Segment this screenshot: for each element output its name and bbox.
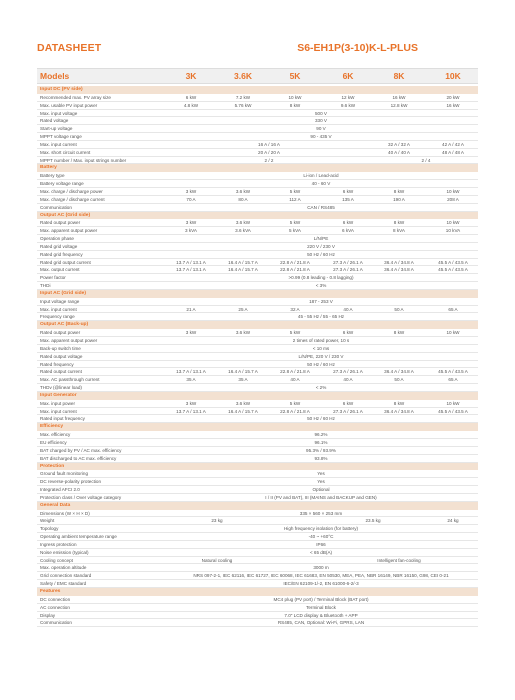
- param-label: Max. AC passthrough current: [40, 377, 100, 383]
- spec-value: RS485, CAN, Optional: Wi-Fi, GPRS, LAN: [277, 620, 365, 626]
- spec-value: 9.6 kW: [340, 102, 356, 108]
- spec-value: 135 A: [342, 196, 354, 202]
- spec-row: [37, 525, 478, 533]
- spec-value: < 10 ms: [312, 345, 330, 351]
- section-header: [37, 290, 478, 298]
- param-label: Rated grid voltage: [40, 243, 78, 249]
- spec-value: 16 A / 16 A: [258, 141, 280, 147]
- spec-row: [37, 447, 478, 455]
- spec-value: 3.6 kW: [235, 400, 251, 406]
- param-label: Max. input current: [40, 141, 77, 147]
- section-title: General Data: [40, 502, 71, 508]
- spec-value: 93.8%: [314, 455, 328, 461]
- spec-row: [37, 219, 478, 227]
- spec-value: 330 V: [314, 118, 328, 124]
- spec-value: -40 ~ +60°C: [308, 534, 334, 540]
- spec-value: 16.4 A / 15.7 A: [228, 369, 258, 375]
- spec-value: 187 - 253 V: [309, 298, 333, 304]
- spec-value: 12 kW: [341, 94, 355, 100]
- spec-value: Intelligent fan-cooling: [377, 557, 421, 563]
- param-label: Grid connection standard: [40, 573, 92, 579]
- spec-value: 8 kW: [393, 220, 405, 226]
- param-label: Safety / EMC standard: [40, 581, 87, 587]
- spec-row: [37, 596, 478, 604]
- spec-value: 8 kVA: [393, 228, 405, 234]
- param-label: Weight: [40, 518, 55, 524]
- spec-value: 13.7 A / 13.1 A: [176, 408, 206, 414]
- spec-value: 8 kW: [393, 400, 405, 406]
- model-series-title: S6-EH1P(3-10)K-L-PLUS: [297, 42, 418, 54]
- spec-row: [37, 439, 478, 447]
- spec-value: 3 kW: [185, 220, 197, 226]
- spec-value: 90 V: [316, 126, 326, 132]
- spec-value: 13.7 A / 13.1 A: [176, 267, 206, 273]
- param-label: Ground fault monitoring: [40, 471, 89, 477]
- spec-value: 3.6 kW: [235, 330, 251, 336]
- spec-value: NRS 097-2-1, IEC 62116, IEC 61727, IEC 60068, IEC 61683, EN 50530, MEA, PEA, NBR 16149, NBR 16150, G98, CEI 0-21: [193, 573, 449, 579]
- spec-value: 208 A: [447, 196, 459, 202]
- spec-value: >0.99 (0.8 leading - 0.8 lagging): [288, 275, 354, 281]
- model-6k: 6K: [342, 71, 354, 81]
- spec-value: Optional: [312, 487, 330, 493]
- param-label: Rated output power: [40, 220, 81, 226]
- spec-row: [37, 494, 478, 502]
- spec-row: [37, 384, 478, 392]
- spec-value: 6 kW: [342, 220, 354, 226]
- param-label: Max. input current: [40, 408, 77, 414]
- spec-value: 4.8 kW: [183, 102, 199, 108]
- param-label: DC connection: [40, 596, 71, 602]
- spec-row: [37, 557, 478, 565]
- models-label: Models: [40, 71, 70, 81]
- spec-row: [37, 235, 478, 243]
- spec-value: 112 A: [289, 196, 301, 202]
- spec-value: 40 - 60 V: [311, 181, 331, 187]
- spec-value: 2 / 2: [264, 157, 274, 163]
- spec-value: Yes: [317, 471, 325, 477]
- spec-row: [37, 510, 478, 518]
- param-label: MPPT number / Max. input strings number: [40, 157, 127, 163]
- spec-row: [37, 470, 478, 478]
- param-label: Noise emission (typical): [40, 549, 89, 555]
- param-label: Operating ambient temperature range: [40, 534, 117, 540]
- spec-row: [37, 251, 478, 259]
- spec-value: 10 kW: [446, 188, 460, 194]
- section-title: Output AC (Grid side): [40, 212, 91, 218]
- spec-row: [37, 94, 478, 102]
- spec-value: < 2%: [315, 385, 327, 391]
- param-label: Max. charge / discharge current: [40, 196, 105, 202]
- spec-row: [37, 619, 478, 627]
- spec-row: [37, 533, 478, 541]
- spec-value: 20 kW: [446, 94, 460, 100]
- param-label: BAT discharged to AC max. efficiency: [40, 455, 117, 461]
- param-label: Frequency range: [40, 314, 75, 320]
- param-label: Rated voltage: [40, 118, 69, 124]
- param-label: Cooling concept: [40, 557, 73, 563]
- spec-value: 65 A: [448, 377, 458, 383]
- spec-value: 10 kW: [446, 330, 460, 336]
- spec-row: [37, 196, 478, 204]
- spec-value: 2 times of rated power, 10 s: [292, 338, 350, 343]
- spec-value: 8 kW: [393, 188, 405, 194]
- spec-value: 50 A: [394, 377, 404, 383]
- param-label: Operation phase: [40, 236, 74, 242]
- spec-value: Natural cooling: [201, 557, 233, 563]
- spec-value: 190 A: [393, 196, 405, 202]
- section-header: [37, 588, 478, 596]
- section-header: [37, 502, 478, 510]
- spec-row: [37, 361, 478, 369]
- spec-value: 10 kW: [446, 220, 460, 226]
- spec-value: 3 kW: [185, 188, 197, 194]
- spec-value: 13.7 A / 13.1 A: [176, 259, 206, 265]
- spec-row: [37, 431, 478, 439]
- section-title: Features: [40, 589, 61, 594]
- param-label: Power factor: [40, 275, 66, 281]
- spec-value: 3000 m: [313, 565, 329, 571]
- spec-row: [37, 125, 478, 133]
- param-label: THDi: [40, 283, 51, 289]
- spec-row: [37, 564, 478, 572]
- spec-value: 5 kW: [289, 220, 301, 226]
- spec-value: 45.5 A / 43.5 A: [438, 369, 468, 375]
- spec-row: [37, 517, 478, 525]
- spec-value: 22.8 A / 21.8 A: [280, 267, 310, 273]
- spec-value: 25 A: [238, 306, 248, 312]
- spec-value: 3.6 kW: [235, 220, 251, 226]
- param-label: Max. efficiency: [40, 432, 71, 438]
- spec-row: [37, 157, 478, 165]
- param-label: Max. charge / discharge power: [40, 188, 103, 194]
- param-label: Rated grid output current: [40, 259, 91, 265]
- spec-value: 22.8 A / 21.8 A: [280, 408, 310, 414]
- spec-value: I / II (PV and BAT), III (MAINS and BACKUP and GEN): [265, 494, 377, 500]
- spec-value: 45.5 A / 43.5 A: [438, 259, 468, 265]
- spec-value: 5.76 kW: [234, 102, 252, 108]
- section-title: Battery: [40, 165, 57, 171]
- spec-value: 42 A / 42 A: [442, 141, 464, 147]
- param-label: Rated output current: [40, 369, 82, 375]
- spec-value: 5 kW: [289, 330, 301, 336]
- section-header: [37, 212, 478, 220]
- datasheet-label: DATASHEET: [37, 42, 102, 54]
- param-label: Input voltage range: [40, 298, 80, 304]
- spec-value: High frequency isolation (for battery): [283, 526, 359, 532]
- spec-value: 10 kW: [446, 400, 460, 406]
- spec-value: < 3%: [315, 283, 327, 289]
- param-label: Rated output power: [40, 330, 81, 336]
- spec-value: 90 - 435 V: [310, 134, 332, 140]
- section-title: Input DC (PV side): [40, 87, 83, 92]
- spec-value: 16.4 A / 15.7 A: [228, 408, 258, 414]
- spec-value: 27.3 A / 26.1 A: [333, 267, 363, 273]
- spec-row: [37, 368, 478, 376]
- section-header: [37, 463, 478, 471]
- spec-row: [37, 604, 478, 612]
- spec-value: Li-ion / Lead-acid: [303, 173, 339, 179]
- spec-value: MC4 plug (PV port) / Terminal Block (BAT port): [273, 596, 369, 602]
- spec-value: 50 Hz / 60 Hz: [307, 251, 335, 257]
- section-header: [37, 321, 478, 329]
- spec-value: L/N/PE: [313, 236, 329, 242]
- spec-value: 20 A / 20 A: [258, 149, 280, 155]
- spec-value: 36.4 A / 34.8 A: [384, 369, 414, 375]
- spec-row: [37, 180, 478, 188]
- param-label: Start-up voltage: [40, 126, 73, 132]
- spec-value: 6 kVA: [342, 228, 354, 234]
- spec-value: 6 kW: [185, 94, 197, 100]
- spec-row: [37, 141, 478, 149]
- param-label: Max. input power: [40, 400, 75, 406]
- spec-row: [37, 243, 478, 251]
- spec-value: 32 A: [290, 306, 300, 312]
- spec-value: 21 A: [186, 306, 196, 312]
- spec-row: [37, 133, 478, 141]
- spec-row: [37, 172, 478, 180]
- spec-row: [37, 298, 478, 306]
- spec-value: 32 A / 32 A: [388, 141, 410, 147]
- param-label: Communication: [40, 204, 72, 210]
- spec-value: 500 V: [314, 110, 328, 116]
- param-label: Max. output current: [40, 267, 80, 273]
- spec-row: [37, 274, 478, 282]
- spec-row: [37, 612, 478, 620]
- spec-value: 5 kVA: [289, 228, 301, 234]
- param-label: Max. usable PV input power: [40, 102, 98, 108]
- param-label: EU efficiency: [40, 439, 67, 445]
- section-title: Input Generator: [40, 392, 77, 398]
- spec-value: 7.0" LCD display & Bluetooth + APP: [284, 612, 358, 618]
- param-label: Protection class / Over voltage category: [40, 494, 122, 500]
- spec-row: [37, 353, 478, 361]
- spec-row: [37, 486, 478, 494]
- spec-row: [37, 376, 478, 384]
- spec-value: 45 - 55 Hz / 55 - 65 Hz: [297, 314, 345, 320]
- spec-value: IEC/EN 62109-1/-2, EN 61000-6-2/-3: [283, 581, 359, 587]
- spec-row: [37, 227, 478, 235]
- model-10k: 10K: [445, 71, 461, 81]
- spec-value: 36.4 A / 34.8 A: [384, 267, 414, 273]
- spec-value: 3.6 kVA: [235, 228, 251, 234]
- spec-value: 40 A: [343, 306, 353, 312]
- param-label: Max. operation altitude: [40, 565, 87, 571]
- spec-value: 35 A: [186, 377, 196, 383]
- param-label: Battery voltage range: [40, 181, 84, 187]
- spec-value: Yes: [317, 479, 325, 485]
- spec-value: 6 kW: [342, 330, 354, 336]
- param-label: Max. apparent output power: [40, 228, 98, 234]
- spec-row: [37, 455, 478, 463]
- spec-row: [37, 572, 478, 580]
- param-label: Integrated AFCI 2.0: [40, 487, 80, 493]
- spec-row: [37, 478, 478, 486]
- spec-value: 27.3 A / 26.1 A: [333, 259, 363, 265]
- section-header: [37, 164, 478, 172]
- param-label: Max. input voltage: [40, 110, 78, 116]
- param-label: DC reverse-polarity protection: [40, 479, 102, 485]
- spec-value: 23.5 kg: [365, 518, 381, 524]
- spec-value: 40 A: [290, 377, 300, 383]
- spec-value: 10 kVA: [445, 228, 461, 234]
- spec-value: 8 kW: [393, 330, 405, 336]
- spec-row: [37, 408, 478, 416]
- param-label: Battery type: [40, 173, 65, 179]
- param-label: Max. short circuit current: [40, 149, 91, 155]
- spec-value: 80 A: [238, 196, 248, 202]
- model-8k: 8K: [393, 71, 405, 81]
- section-title: Input AC (Grid side): [40, 290, 87, 296]
- spec-value: 50 Hz / 60 Hz: [307, 361, 335, 367]
- param-label: THDv (@linear load): [40, 385, 82, 391]
- spec-value: 5 kW: [289, 400, 301, 406]
- param-label: Rated output voltage: [40, 353, 83, 359]
- spec-value: 16.4 A / 15.7 A: [228, 259, 258, 265]
- models-header-row: [37, 68, 478, 84]
- spec-value: 2 / 4: [421, 157, 431, 163]
- spec-value: 335 × 560 × 253 mm: [299, 510, 343, 516]
- spec-value: 8 kW: [289, 102, 301, 108]
- model-5k: 5K: [289, 71, 301, 81]
- spec-row: [37, 110, 478, 118]
- spec-row: [37, 400, 478, 408]
- section-title: Output AC (Back-up): [40, 322, 89, 328]
- param-label: AC connection: [40, 604, 70, 610]
- section-title: Protection: [40, 463, 65, 469]
- spec-value: Terminal Block: [306, 604, 336, 610]
- spec-row: [37, 541, 478, 549]
- spec-value: 48 A / 48 A: [442, 149, 464, 155]
- spec-row: [37, 345, 478, 353]
- param-label: BAT charged by PV / AC max. efficiency: [40, 447, 122, 453]
- spec-value: 40 A: [343, 377, 353, 383]
- spec-value: 22.8 A / 21.8 A: [280, 259, 310, 265]
- spec-value: 96.1%: [314, 439, 328, 445]
- spec-row: [37, 306, 478, 314]
- spec-value: 96.2%: [314, 432, 328, 438]
- spec-value: IP66: [316, 541, 326, 547]
- section-title: Efficiency: [40, 424, 64, 430]
- spec-row: [37, 204, 478, 212]
- spec-value: 3 kW: [185, 330, 197, 336]
- spec-row: [37, 188, 478, 196]
- datasheet-header: [37, 42, 478, 56]
- spec-value: 13.7 A / 13.1 A: [176, 369, 206, 375]
- param-label: Recommended max. PV array size: [40, 94, 111, 100]
- spec-value: 3 kW: [185, 400, 197, 406]
- spec-row: [37, 117, 478, 125]
- spec-value: 36.4 A / 34.8 A: [384, 408, 414, 414]
- spec-value: 22.8 A / 21.8 A: [280, 369, 310, 375]
- spec-value: 45.5 A / 43.5 A: [438, 408, 468, 414]
- spec-value: 95.3% / 93.9%: [306, 447, 336, 453]
- model-3k: 3K: [185, 71, 197, 81]
- spec-value: 65 A: [448, 306, 458, 312]
- param-label: Max. apparent output power: [40, 338, 98, 343]
- param-label: Communication: [40, 620, 72, 626]
- spec-value: 5 kW: [289, 188, 301, 194]
- spec-value: 27.3 A / 26.1 A: [333, 408, 363, 414]
- spec-row: [37, 549, 478, 557]
- spec-value: CAN / RS485: [307, 204, 335, 210]
- spec-row: [37, 337, 478, 345]
- spec-row: [37, 259, 478, 267]
- param-label: Rated grid frequency: [40, 251, 83, 257]
- spec-value: 40 A / 40 A: [388, 149, 410, 155]
- spec-row: [37, 149, 478, 157]
- spec-value: 45.5 A / 43.5 A: [438, 267, 468, 273]
- spec-value: 7.2 kW: [235, 94, 251, 100]
- spec-value: 6 kW: [342, 188, 354, 194]
- spec-table: [37, 86, 478, 627]
- section-header: [37, 423, 478, 431]
- spec-row: [37, 415, 478, 423]
- spec-row: [37, 580, 478, 588]
- spec-value: 27.3 A / 26.1 A: [333, 369, 363, 375]
- param-label: Back-up switch time: [40, 345, 81, 351]
- spec-value: 23 kg: [211, 518, 223, 524]
- spec-value: 70 A: [186, 196, 196, 202]
- spec-value: < 65 dB(A): [309, 549, 333, 555]
- param-label: Topology: [40, 526, 59, 532]
- param-label: Ingress protection: [40, 541, 77, 547]
- param-label: MPPT voltage range: [40, 134, 82, 140]
- param-label: Display: [40, 612, 56, 618]
- param-label: Max. input current: [40, 306, 77, 312]
- param-label: Dimensions (W × H × D): [40, 510, 90, 516]
- spec-row: [37, 102, 478, 110]
- section-header: [37, 392, 478, 400]
- spec-value: 10 kW: [288, 94, 302, 100]
- spec-value: 3 kVA: [185, 228, 197, 234]
- spec-row: [37, 266, 478, 274]
- spec-value: 50 Hz / 60 Hz: [307, 416, 335, 422]
- spec-row: [37, 282, 478, 290]
- model-3-6k: 3.6K: [234, 71, 252, 81]
- spec-value: 6 kW: [342, 400, 354, 406]
- spec-value: 16 kW: [446, 102, 460, 108]
- spec-value: 16 kW: [392, 94, 406, 100]
- spec-value: 220 V / 230 V: [307, 243, 335, 249]
- param-label: Rated frequency: [40, 361, 74, 367]
- spec-value: L/N/PE, 220 V / 230 V: [298, 353, 344, 359]
- spec-value: 35 A: [238, 377, 248, 383]
- spec-value: 50 A: [394, 306, 404, 312]
- spec-value: 16.4 A / 15.7 A: [228, 267, 258, 273]
- spec-row: [37, 329, 478, 337]
- spec-value: 12.8 kW: [390, 102, 408, 108]
- spec-value: 3.6 kW: [235, 188, 251, 194]
- param-label: Rated input frequency: [40, 416, 85, 422]
- spec-value: 36.4 A / 34.8 A: [384, 259, 414, 265]
- spec-row: [37, 313, 478, 321]
- spec-value: 24 kg: [447, 518, 459, 524]
- section-header: [37, 86, 478, 94]
